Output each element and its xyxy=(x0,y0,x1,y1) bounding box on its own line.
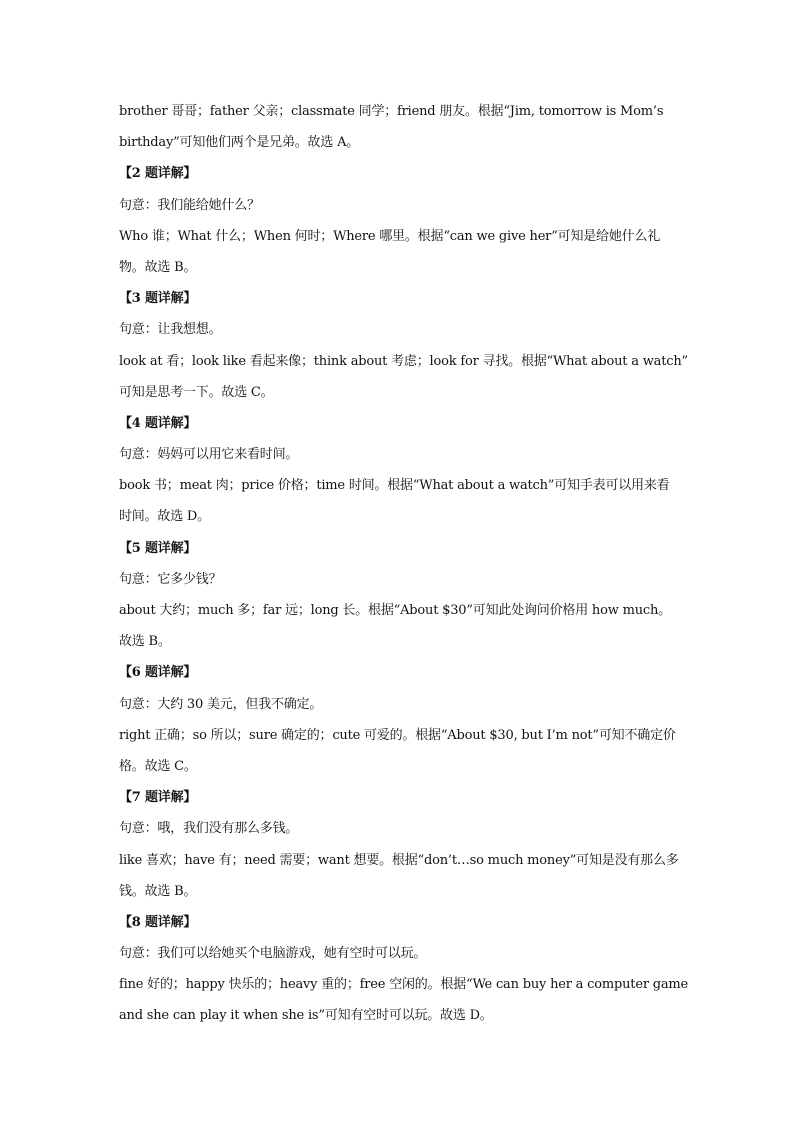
text-line: like 喜欢；have 有；need 需要；want 想要。根据“don’t…so much money”可知是没有那么多 xyxy=(119,852,679,868)
text-line: right 正确；so 所以；sure 确定的；cute 可爱的。根据“About $30, but I’m not”可知不确定价 xyxy=(119,727,676,743)
text-line: 故选 B。 xyxy=(119,634,171,650)
text-line: birthday”可知他们两个是兄弟。故选 A。 xyxy=(119,135,360,151)
text-line: look at 看；look like 看起来像；think about 考虑；look for 寻找。根据“What about a watch” xyxy=(119,353,688,369)
text-line: brother 哥哥；father 父亲；classmate 同学；friend 朋友。根据“Jim, tomorrow is Mom’s xyxy=(119,104,664,119)
text-line: 格。故选 C。 xyxy=(119,758,197,774)
text-line: 句意：我们能给她什么？ xyxy=(119,197,260,213)
text-line: 可知是思考一下。故选 C。 xyxy=(119,384,274,400)
text-line: and she can play it when she is”可知有空时可以玩。故选 D。 xyxy=(119,1008,493,1024)
text-line: 句意：哦，我们没有那么多钱。 xyxy=(119,821,299,837)
text-line: 句意：它多少钱？ xyxy=(119,571,222,587)
section-heading: 【7 题详解】 xyxy=(119,790,197,806)
text-line: 物。故选 B。 xyxy=(119,259,197,275)
section-heading: 【3 题详解】 xyxy=(119,291,197,307)
text-line: about 大约；much 多；far 远；long 长。根据“About $30”可知此处询问价格用 how much。 xyxy=(119,603,671,618)
text-line: Who 谁；What 什么；When 何时；Where 哪里。根据“can we give her”可知是给她什么礼 xyxy=(119,228,661,244)
text-line: book 书；meat 肉；price 价格；time 时间。根据“What about a watch”可知手表可以用来看 xyxy=(119,478,670,494)
text-line: 句意：我们可以给她买个电脑游戏，她有空时可以玩。 xyxy=(119,946,427,962)
text-line: 句意：大约 30 美元，但我不确定。 xyxy=(119,696,323,712)
section-heading: 【4 题详解】 xyxy=(119,415,197,431)
text-line: 时间。故选 D。 xyxy=(119,509,210,525)
text-line: 句意：让我想想。 xyxy=(119,322,222,338)
section-heading: 【6 题详解】 xyxy=(119,665,197,681)
text-line: 句意：妈妈可以用它来看时间。 xyxy=(119,447,299,463)
text-line: 钱。故选 B。 xyxy=(119,883,197,899)
section-heading: 【2 题详解】 xyxy=(119,166,197,182)
document-body xyxy=(119,96,689,1032)
section-heading: 【8 题详解】 xyxy=(119,914,197,930)
text-line: fine 好的；happy 快乐的；heavy 重的；free 空闲的。根据“We can buy her a computer game xyxy=(119,977,689,993)
section-heading: 【5 题详解】 xyxy=(119,540,197,556)
